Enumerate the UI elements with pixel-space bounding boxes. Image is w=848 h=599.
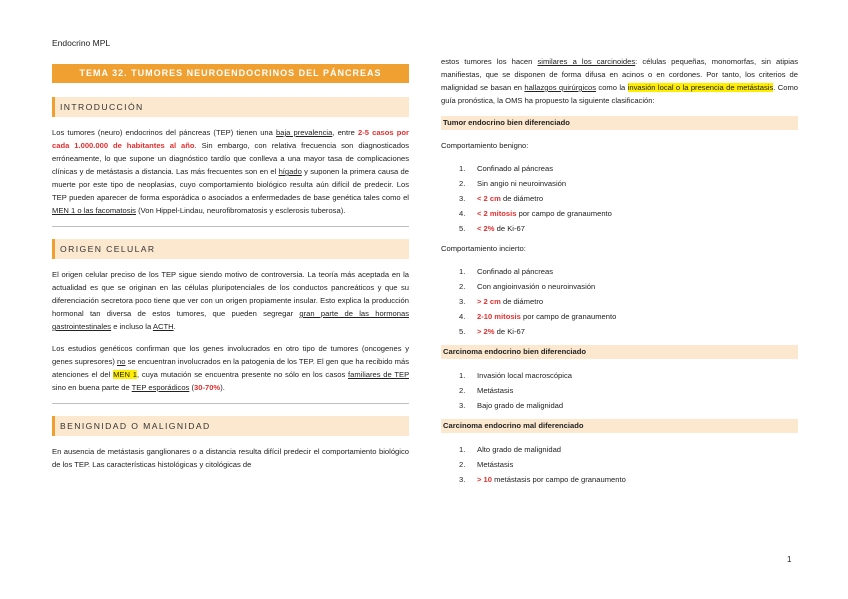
list-item bbox=[459, 161, 798, 176]
carcinoma-mal-list bbox=[459, 442, 798, 487]
list-item-text: por campo de granaumento bbox=[516, 209, 612, 218]
list-item bbox=[459, 457, 798, 472]
list-item-text: de Ki-67 bbox=[494, 224, 525, 233]
list-number: 2. bbox=[459, 179, 466, 188]
continued-paragraph: estos tumores los hacen similares a los carcinoides: células pequeñas, monomorfas, sin atipias manifiestas, que se disponen de forma difusa en acinos o en cordones. Por tanto, los criterios de malignidad se basan en hallazgos quirúrgicos como la invasión local o la presencia de metástasis. Como guía pronóstica, la OMS ha propuesto la siguiente clasificación: bbox=[441, 57, 798, 105]
list-item-highlight: > 10 bbox=[477, 475, 492, 484]
list-item bbox=[459, 324, 798, 339]
running-head: Endocrino MPL bbox=[52, 38, 111, 48]
list-number: 4. bbox=[459, 209, 466, 218]
list-item bbox=[459, 264, 798, 279]
list-item-text: de diámetro bbox=[500, 194, 544, 203]
section-heading-origen: ORIGEN CELULAR bbox=[52, 239, 409, 259]
benigno-title: Comportamiento benigno: bbox=[441, 141, 529, 150]
list-number: 3. bbox=[459, 475, 466, 484]
list-number: 1. bbox=[459, 267, 466, 276]
list-number: 2. bbox=[459, 282, 466, 291]
list-item bbox=[459, 309, 798, 324]
list-item bbox=[459, 191, 798, 206]
list-item-text: Sin angio ni neuroinvasión bbox=[477, 179, 567, 188]
list-item bbox=[459, 206, 798, 221]
list-item-text: Bajo grado de malignidad bbox=[477, 401, 564, 410]
divider bbox=[52, 226, 409, 227]
list-item-highlight: > 2 cm bbox=[477, 297, 501, 306]
page-number: 1 bbox=[787, 555, 792, 564]
incierto-list bbox=[459, 264, 798, 339]
list-number: 3. bbox=[459, 194, 466, 203]
list-item-text: Confinado al páncreas bbox=[477, 164, 553, 173]
list-item bbox=[459, 398, 798, 413]
list-item bbox=[459, 176, 798, 191]
list-item-text: metástasis por campo de granaumento bbox=[492, 475, 626, 484]
list-item-highlight: > 2% bbox=[477, 327, 495, 336]
list-item bbox=[459, 279, 798, 294]
benignidad-paragraph: En ausencia de metástasis ganglionares o a distancia resulta difícil predecir el comportamiento biológico de los TEP. Las características histológicas y citológicas de bbox=[52, 447, 409, 469]
divider bbox=[52, 403, 409, 404]
list-item-highlight: < 2 cm bbox=[477, 194, 501, 203]
incierto-title: Comportamiento incierto: bbox=[441, 244, 526, 253]
list-number: 2. bbox=[459, 386, 466, 395]
list-item-text: Alto grado de malignidad bbox=[477, 445, 562, 454]
list-item-highlight: < 2% bbox=[477, 224, 495, 233]
subheading-bien-diferenciado: Tumor endocrino bien diferenciado bbox=[441, 116, 798, 130]
list-item-text: Metástasis bbox=[477, 460, 514, 469]
list-item-text: de diámetro bbox=[500, 297, 544, 306]
chapter-title: TEMA 32. TUMORES NEUROENDOCRINOS DEL PÁNCREAS bbox=[52, 64, 409, 83]
subheading-carcinoma-mal: Carcinoma endocrino mal diferenciado bbox=[441, 419, 798, 433]
section-heading-introduccion: INTRODUCCIÓN bbox=[52, 97, 409, 117]
list-item-text: Invasión local macroscópica bbox=[477, 371, 572, 380]
list-item-text: Con angioinvasión o neuroinvasión bbox=[477, 282, 596, 291]
list-number: 1. bbox=[459, 445, 466, 454]
list-item-text: por campo de granaumento bbox=[520, 312, 617, 321]
intro-paragraph: Los tumores (neuro) endocrinos del páncreas (TEP) tienen una baja prevalencia, entre 2-5 casos por cada 1.000.000 de habitantes al año. Sin embargo, con relativa frecuencia son diagnosticados erróneamente, lo que supone un diagnóstico tardío que conlleva a una mayor tasa de complicaciones clínicas y de metástasis a distancia. Las más frecuentes son en el hígado y suponen la primera causa de muerte por este tipo de neoplasias, cuyo comportamiento biológico resulta aún difícil de predecir. Los TEP pueden aparecer de forma esporádica o asociados a enfermedades de base genética tales como el MEN 1 o las facomatosis (Von Hippel-Lindau, neurofibromatosis y esclerosis tuberosa). bbox=[52, 128, 409, 215]
list-number: 2. bbox=[459, 460, 466, 469]
origen-paragraph-2: Los estudios genéticos confirman que los genes involucrados en otro tipo de tumores (oncogenes y genes supresores) no se encuentran involucrados en la patogenia de los TEP. El gen que ha recibido más atenciones el del MEN 1, cuya mutación se encuentra presente no sólo en los casos familiares de TEP sino en buena parte de TEP esporádicos (30-70%). bbox=[52, 344, 410, 392]
list-number: 4. bbox=[459, 312, 466, 321]
list-number: 3. bbox=[459, 297, 466, 306]
subheading-carcinoma-bien: Carcinoma endocrino bien diferenciado bbox=[441, 345, 798, 359]
list-item-highlight: 2-10 mitosis bbox=[477, 312, 521, 321]
list-number: 3. bbox=[459, 401, 466, 410]
list-item bbox=[459, 294, 798, 309]
list-number: 5. bbox=[459, 327, 466, 336]
list-item bbox=[459, 221, 798, 236]
right-column bbox=[441, 55, 798, 493]
list-number: 1. bbox=[459, 164, 466, 173]
list-item-text: Metástasis bbox=[477, 386, 514, 395]
list-item-text: Confinado al páncreas bbox=[477, 267, 553, 276]
list-item bbox=[459, 368, 798, 383]
benigno-list bbox=[459, 161, 798, 236]
list-number: 1. bbox=[459, 371, 466, 380]
carcinoma-bien-list bbox=[459, 368, 798, 413]
left-column bbox=[52, 64, 409, 480]
list-item-highlight: < 2 mitosis bbox=[477, 209, 517, 218]
list-item bbox=[459, 442, 798, 457]
section-heading-benignidad: BENIGNIDAD O MALIGNIDAD bbox=[52, 416, 409, 436]
list-item bbox=[459, 472, 798, 487]
list-item bbox=[459, 383, 798, 398]
list-number: 5. bbox=[459, 224, 466, 233]
list-item-text: de Ki-67 bbox=[494, 327, 525, 336]
origen-paragraph-1: El origen celular preciso de los TEP sigue siendo motivo de controversia. La teoría más aceptada en la actualidad es que se originan en las células pluripotenciales de los conductos pancreáticos y que su diferenciación secretora poco tiene que ver con un origen propiamente insular. Esto explica la producción hormonal tan diversa de estos tumores, que pueden segregar gran parte de las hormonas gastrointestinales e incluso la ACTH. bbox=[52, 270, 409, 331]
